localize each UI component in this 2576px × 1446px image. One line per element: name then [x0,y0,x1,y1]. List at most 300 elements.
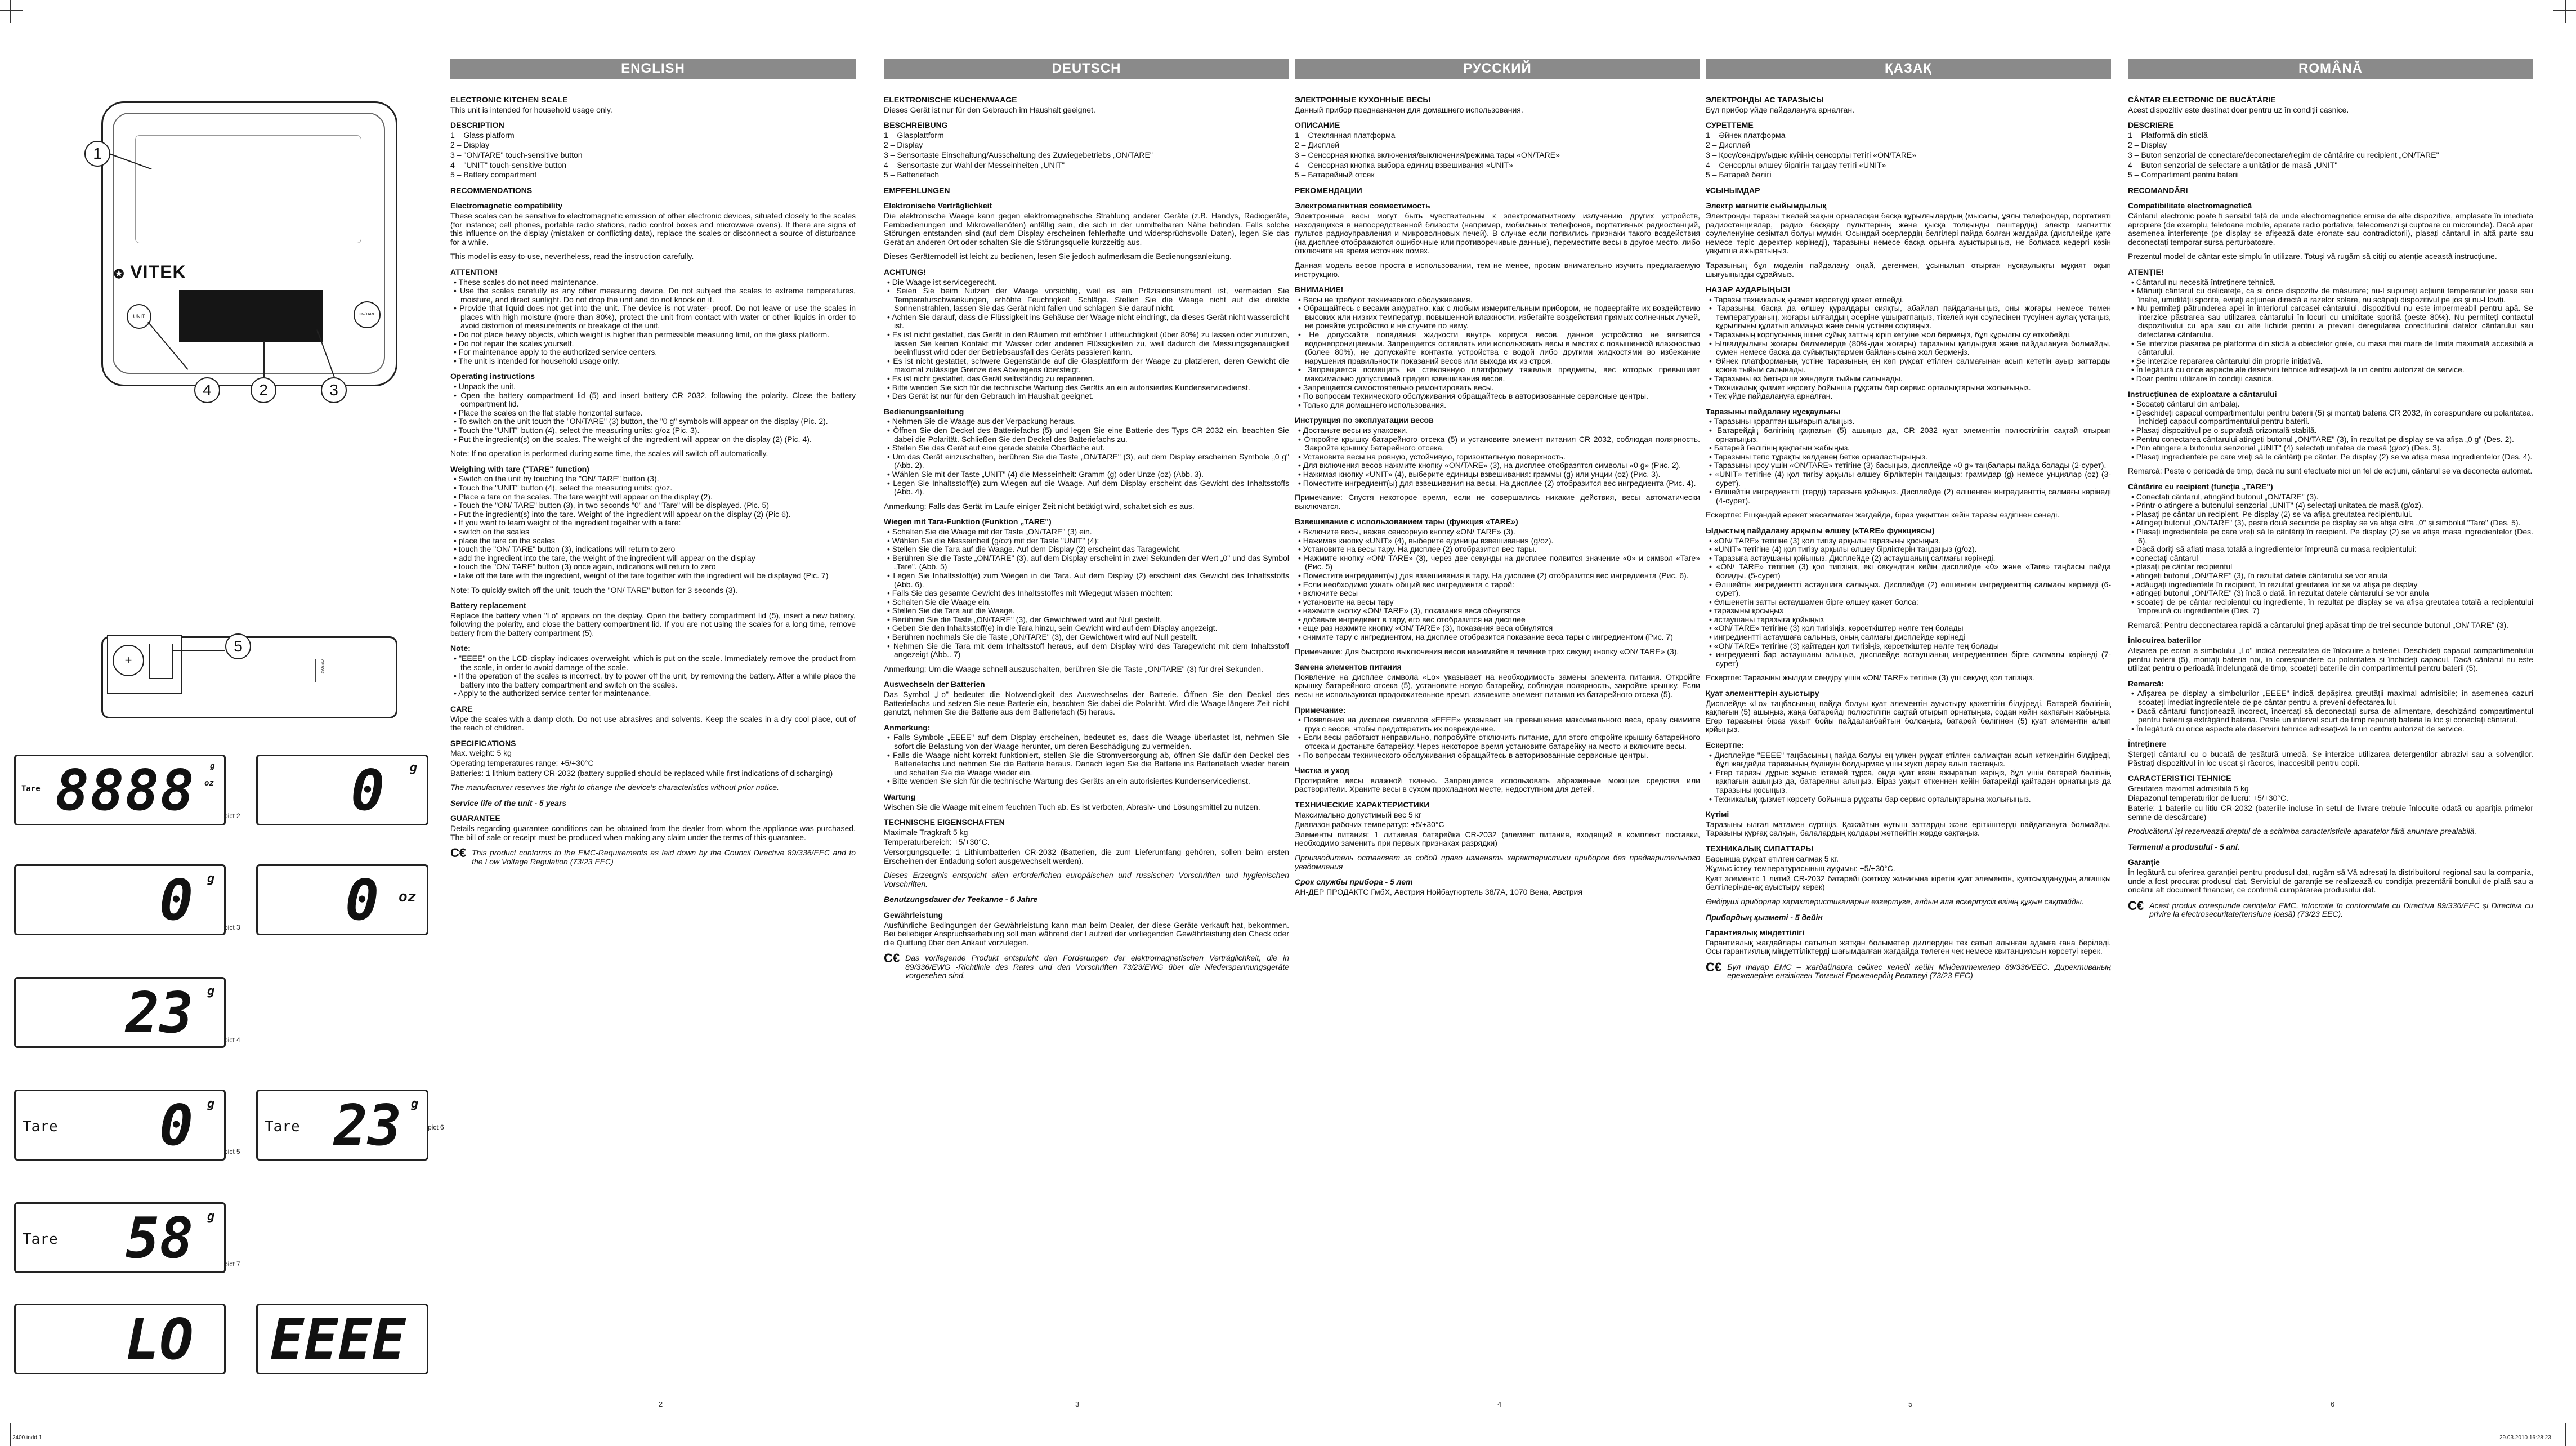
intro-text: Данный прибор предназначен для домашнего использования. [1295,105,1523,114]
list-item: • Өлшейтін ингредиентті (терді) таразыға қойыңыз. Дисплейде (2) өлшенген ингредиенттің салмағы көрінеді (4-сурет). [1709,487,2111,505]
list-item: • Mânuiți cântarul cu delicatețe, ca si orice dispozitiv de măsurare; nu-l supuneți acțiunii temperaturilor joase sau înalte, umidității sporite, evitați acțiunea directă a razelor solare, nu scăpați dispozitivul pe jos și nu-l loviți. [2131,286,2533,304]
list-item: • Таразыны өз бетіңізше жөндеуге тыйым салынады. [1709,374,1903,383]
lcd-unit: g [207,1210,215,1224]
intro-text: Dieses Gerät ist nur für den Gebrauch im Haushalt geeignet. [884,105,1095,114]
section-heading: Bedienungsanleitung [884,407,964,416]
list-item: • «ON/ TARE» тетігіне (3) қол тигізу арқылы таразыны қосыңыз. [1709,535,1940,545]
list-item: 3 – Buton senzorial de conectare/deconectare/regim de cântărire cu recipient „ON/TARE" [2128,150,2439,159]
lcd-display [256,1304,428,1374]
lcd-display [14,1090,226,1161]
list-item: • Se interzice plasarea pe platforma din sticlă a obiectelor grele, cu masa mai mare de limita maximală accesibilă a cântarului. [2131,338,2533,357]
list-item: • Öffnen Sie den Deckel des Batteriefachs (5) und legen Sie eine Batterie des Typs CR 2032 ein, beachten Sie dabei die Polarität. Schließen Sie den Deckel des Batteriefachs zu. [887,426,1289,444]
list-item: • Scoateți cântarul din ambalaj. [2131,399,2240,409]
section-subheading: Electromagnetic compatibility [450,201,563,211]
ce-text: Das vorliegende Produkt entspricht den Forderungen der elektromagnetischen Verträglichkeit, die in 89/336/EWG -Richtlinie des Rates und den Vorschriften 73/23/EWG über die Niederspannungsgeräte vorgesehen sind. [905,953,1289,980]
list-item: • Touch the "UNIT" button (4), select the measuring units: g/oz (Pic. 3). [454,426,700,435]
list-item: • Plasați dispozitivul pe o suprafață orizontală stabilă. [2131,426,2317,435]
section-heading: CARACTERISTICI TEHNICE [2128,774,2231,783]
lcd-tare-label: Tare [265,1118,300,1135]
list-item: • Se interzice repararea cântarului din proprie inițiativă. [2131,356,2323,365]
section-heading: Gewährleistung [884,910,943,920]
lcd-display [256,755,428,825]
list-item: • Touch the "ON/ TARE" button (3), in two seconds "0" and "Tare" will be displayed. (Pic. 5) [454,501,769,510]
ce-text: This product conforms to the EMC-Requirements as laid down by the Council Directive 89/336/EEC and to the Low Voltage Regulation (73/23 EEC) [472,848,856,866]
list-item: • включите весы [1298,588,1358,598]
list-item: • Plasați pe cântar un recipient. Pe display (2) se va afișa greutatea recipientului. [2131,509,2413,519]
list-item: • Появление на дисплее символов «EEEE» указывает на превышение максимального веса, сразу снимите груз с весов, чтобы предотвратить их повреждение. [1298,715,1700,733]
section-heading: ACHTUNG! [884,267,926,276]
list-item: • Berühren Sie die Taste „ON/TARE" (3), auf dem Display erscheint in zwei Sekunden der Wert „0" und das Symbol „Tare". (Abb. 5) [887,553,1289,572]
pic-label: pict 4 [224,1036,240,1044]
paragraph: Дисплейде «Lo» таңбасының пайда болуы қуат элементін ауыстыру қажеттігін білдіреді. Батарей бөлігінің қақпағын (5) ашыңыз, жаңа батарейді полюстілігін сақтай отырып орнатыңыз, содан кейін қақпағын жабыңыз. Егер таразыны біраз уақыт бойы пайдаланбайтын болсаңыз, батарей бөлігінен (5) қуат элементін алып қойыңыз. [1706,698,2111,734]
list-item: • atingeți butonul „ON/TARE" (3), în rezultat datele cântarului se vor anula [2131,570,2388,580]
note: Note: If no operation is performed during some time, the scales will switch off automatically. [450,449,768,458]
note: Anmerkung: Falls das Gerät im Laufe einiger Zeit nicht betätigt wird, schaltet sich es aus. [884,501,1195,511]
list-item: • add the ingredient into the tare, the weight of the ingredient will appear on the display [454,553,755,563]
paragraph: Wischen Sie die Waage mit einem feuchten Tuch ab. Es ist verboten, Abrasiv- und Lösungsmittel zu nutzen. [884,802,1260,811]
paragraph: Таразыны ылғал матамен сүртіңіз. Қажайтын жуғыш заттарды және еріткіштерді пайдалануға болмайды. Таразыны құрғақ салқын, балалардың қолдары жетпейтін жерде сақтаңыз. [1706,819,2111,838]
list-item: • ингредиенті бар астаушаны алыңыз, дисплейде астаушаның ингредиентпен бірге салмағы көрінеді (7-сурет) [1709,650,2111,668]
ce-statement [1706,959,2111,981]
list-item: 1 – Glass platform [450,130,515,140]
unit-button[interactable]: UNIT [127,304,151,329]
list-item: 4 – Sensortaste zur Wahl der Messeinheiten „UNIT" [884,160,1065,169]
lcd-unit: oz [399,889,417,905]
language-header: DEUTSCH [884,59,1289,79]
list-item: • Таразыны қораптан шығарып алыңыз. [1709,417,1855,426]
column-kazakh [1706,59,2111,1393]
section-heading: ВНИМАНИЕ! [1295,285,1344,294]
section-heading: Қуат элементтерін ауыстыру [1706,689,1819,698]
section-subheading: Электр магнитік сыйымдылық [1706,201,1827,211]
list-item: • таразыны қосыңыз [1709,606,1783,615]
note: Ескертпе: Таразыны жылдам сөндіру үшін «ON/ TARE» тетігіне (3) үш секунд қол тигізіңіз. [1706,673,2034,682]
list-item: • Bitte wenden Sie sich für die technische Wartung des Geräts an ein autorisiertes Kundenservicedienst. [887,382,1250,392]
list-item: • Touch the "UNIT" button (4), select the measuring units: g/oz. [454,483,673,492]
intro-text: Acest dispozitiv este destinat doar pentru uz în condiții casnice. [2128,105,2349,114]
paragraph-italic: Dieses Erzeugnis entspricht allen erforderlichen europäischen und russischen Vorschriften und hygienischen Vorschriften. [884,871,1289,889]
paragraph: АН-ДЕР ПРОДАКТС ГмбХ, Австрия Нойбаугюртель 38/7А, 1070 Вена, Австрия [1295,887,1582,896]
lcd-display [14,1304,226,1374]
list-item: • снимите тару с ингредиентом, на дисплее отобразится показание веса тары с ингредиентом (Рис. 7) [1298,632,1673,642]
list-item: • Өлшенетін затты астаушамен бірге өлшеу қажет болса: [1709,597,1918,606]
list-item: Максимально допустимый вес 5 кг [1295,810,1421,819]
list-item: • Dacă cântarul funcționează incorect, încercați să deconectați sursa de alimentare, deschizând compartimentul pentru baterii și extrăgând bateria. Peste un interval scurt de timp repuneți bateria la loc și conectați cântarul. [2131,706,2533,725]
section-subheading: Compatibilitate electromagnetică [2128,201,2252,211]
list-item: Versorgungsquelle: 1 Lithiumbatterien CR-2032 (Batterien, die zum Lieferumfang gehören, sollen beim ersten Erscheinen der Entladung sofort ausgewechselt werden). [884,847,1289,865]
list-item: • place the tare on the scales [454,535,556,545]
list-item: 1 – Әйнек платформа [1706,130,1786,140]
intro-text: Бұл прибор үйде пайдалануға арналған. [1706,105,1854,114]
service-life: Benutzungsdauer der Teekanne - 5 Jahre [884,895,1038,904]
list-item: • Deschideți capacul compartimentului pentru baterii (5) și montați bateria CR 2032, în corespundere cu polaritatea. Închideți capacul compartimentului pentru baterii. [2131,408,2533,426]
list-item: 4 – Сенсорлы өлшеу бірлігін таңдау тетігі «UNIT» [1706,160,1886,169]
list-item: 5 – Batteriefach [884,170,940,180]
list-item: • Нажимая кнопку «UNIT» (4), выберите единицы взвешивания: граммы (g) или унции (oz) (Рис. 3). [1298,469,1661,479]
list-item: • Запрещается помещать на стеклянную платформу тяжелые предметы, вес которых превышает максимально допустимый предел взвешивания весов. [1298,365,1700,383]
list-item: 2 – Дисплей [1295,140,1340,150]
section-heading: Гарантиялық міндеттілігі [1706,928,1805,938]
lcd-digits: 58 [126,1205,194,1271]
list-item: • Falls Symbole „EEEE" auf dem Display erscheinen, bedeutet es, dass die Waage überlastet ist, nehmen Sie sofort die Belastung von der Waage herunter, um deren Beschädigung zu vermeiden. [887,733,1289,751]
section-heading: Cântărire cu recipient (funcția „TARE") [2128,481,2273,491]
list-item: Элементы питания: 1 литиевая батарейка CR-2032 (элемент питания, входящий в комплект поставки, необходимо заменить при первых признаках разрядки) [1295,829,1700,848]
note: Note: To quickly switch off the unit, touch the "ON/ TARE" button for 3 seconds (3). [450,585,738,595]
list-item: • Егер таразы дұрыс жұмыс істемей тұрса, онда қуат көзін ажыратып көріңіз, бұл үшін батарей бөлігінің қақпағын ашыңыз да, батареяны алыңыз. Біраз уақыт өткеннен кейін батарейді қайтадан орнатыңыз да таразыны қосыңыз. [1709,767,2111,795]
lcd-tare-label: Tare [23,1231,58,1248]
doc-title: ЭЛЕКТРОНДЫ АС ТАРАЗЫСЫ [1706,95,1824,104]
list-item: 2 – Display [2128,140,2167,150]
pic-label: pict 7 [224,1260,240,1268]
section-heading: НАЗАР АУДАРЫҢЫЗ! [1706,285,1791,294]
lcd-digits: 8888 [55,757,195,823]
section-heading: РЕКОМЕНДАЦИИ [1295,185,1362,195]
paragraph: În legătură cu oferirea garanției pentru produsul dat, rugăm să Vă adresați la distribuitorul regional sau la compania, unde a fost procurat produsul dat. Serviciul de garanție se realizează cu condiția prezentării bonului de plată sau a oricărui alt document financiar, ce confirmă cumpărarea produsului dat. [2128,867,2533,895]
list-item: • Atingeți butonul „ON/TARE" (3), peste două secunde pe display se va afișa cifra „0" și simbolul "Tare" (Des. 5). [2131,518,2521,528]
callout-2: 2 [251,377,276,403]
list-item: • Нажмите кнопку «ON/ TARE» (3), через две секунды на дисплее появится значение «0» и символ «Tare» (Рис. 5) [1298,553,1700,572]
section-heading: Remarcă: [2128,679,2164,688]
list-item: • touch the "ON/ TARE" button (3), indications will return to zero [454,545,676,554]
list-item: • Schalten Sie die Waage mit der Taste „ON/TARE" (3) ein. [887,526,1092,536]
section-heading: Чистка и уход [1295,766,1349,775]
list-item: • Do not repair the scales yourself. [454,338,574,348]
paragraph: Данная модель весов проста в использовании, тем не менее, просим внимательно изучить предлагаемую инструкцию. [1295,260,1700,279]
list-item: • În legătură cu orice aspecte ale deservirii tehnice adresați-vă la un centru autorizat de service. [2131,365,2465,374]
section-heading: ATTENTION! [450,267,498,276]
paragraph-italic: Производитель оставляет за собой право изменять характеристики приборов без предварительного уведомления [1295,853,1700,871]
list-item: 1 – Стеклянная платформа [1295,130,1396,140]
list-item: • Для включения весов нажмите кнопку «ON/TARE» (3), на дисплее отобразятся символы «0 g» (Рис. 2). [1298,461,1681,470]
list-item: • Батарей бөлігінің қақпағын жабыңыз. [1709,443,1850,453]
list-item: • Таразыны тегіс тұрақты көлденең бетке орналастырыңыз. [1709,452,1927,461]
file-label: 2400.indd 1 [12,1435,42,1441]
list-item: • Es ist nicht gestattet, das Gerät in den Räumen mit erhöhter Luftfeuchtigkeit (über 80%) zu lassen oder zunutzen, lassen Sie keinen Kontakt mit Wasser oder anderen Flüssigkeiten zu, weil dadurch die Messungsgenauigkeit beeinflusst wird oder der Betriebsausfall des Geräts passieren kann. [887,330,1289,357]
list-item: • Use the scales carefully as any other measuring device. Do not subject the scales to extreme temperatures, moisture, and direct sunlight. Do not drop the unit and do not knock on it. [454,286,856,304]
section-heading: Wiegen mit Tara-Funktion (Funktion „TARE") [884,517,1052,526]
section-heading: DESCRIERE [2128,120,2174,130]
battery-label: CR2032 [315,659,324,682]
list-item: • conectați cântarul [2131,553,2198,563]
language-header: ENGLISH [450,59,856,79]
list-item: Диапазон рабочих температур: +5/+30°C [1295,820,1444,829]
list-item: • Dacă doriți să aflați masa totală a ingredientelor împreună cu masa recipientului: [2131,545,2417,554]
list-item: • Stellen Sie die Tara auf die Waage. Auf dem Display (2) erscheint das Taragewicht. [887,545,1182,554]
section-heading: Таразыны пайдалану нұсқаулығы [1706,407,1841,416]
list-item: • Conectați cântarul, atingând butonul „ON/TARE" (3). [2131,492,2319,501]
ce-text: Бұл тауар EMC – жағдайларға сәйкес келеді кейін Міндеттемелер 89/336/EEC. Директиваның ережелеріне енгізілген Төменгі Ережелердің Реттеуі (73/23 EEC) [1727,962,2111,980]
paragraph: Гарантиялық жағдайлары сатылып жатқан болыметер диллерден тек сатып алынған адамға ғана беріледі. Осы гарантиялық міндеттіліктерді шағымдалған жағдайда төлеген чек немесе квитанциясын көрсетуі керек. [1706,938,2111,956]
paragraph: Details regarding guarantee conditions can be obtained from the dealer from whom the appliance was purchased. The bill of sale or receipt must be produced when making any claim under the terms of this guarantee. [450,823,856,842]
doc-title: ELECTRONIC KITCHEN SCALE [450,95,568,104]
section-heading: Note: [450,644,471,653]
list-item: • Тек үйде пайдалануға арналған. [1709,391,1833,401]
paragraph: Cântarul electronic poate fi sensibil față de unde electromagnetice emise de alte dispozitive, amplasate în imediata apropiere (de exemplu, telefoane mobile, aparate radio portative, telecomenzi și cuptoare cu microunde). Dacă apar asemenea interferențe (pe display se afișează date eronate sau contradictorii), plasați cântarul în altă parte sau deconectați temporar sursa perturbatoare. [2128,211,2533,247]
section-heading: Weighing with tare ("TARE" function) [450,464,589,474]
lcd-tare-label: Tare [21,784,41,793]
list-item: • Place a tare on the scales. The tare weight will appear on the display (2). [454,492,713,501]
list-item: Жұмыс істеу температурасының ауқымы: +5/+30°C. [1706,864,1895,873]
list-item: • Ылғалдылығы жоғары бөлмелерде (80%-дан жоғары) таразыны қалдыруға және пайдалануға болмайды, сумен немесе басқа да сұйықтықтармен байланысына жол бермеңіз. [1709,338,2111,357]
list-item: Қуат элементі: 1 литий CR-2032 батарейі (жеткізу жинағына кіретін қуат элементін, қуатсызданудың алғашқы белгілерінде-ақ ауыстыру керек) [1706,873,2111,892]
pic-label: pict 6 [428,1123,444,1131]
section-heading: ҰСЫНЫМДАР [1706,185,1760,195]
list-item: Барынша рұқсат етілген салмақ 5 кг. [1706,854,1839,863]
list-item: • Только для домашнего использования. [1298,400,1447,409]
section-heading: EMPFEHLUNGEN [884,185,950,195]
list-item: • Нажимая кнопку «UNIT» (4), выберите единицы взвешивания (g/oz). [1298,535,1554,545]
list-item: • Cântarul nu necesită întreținere tehnică. [2131,277,2277,287]
column-english [450,59,856,1393]
lcd-unit: g [411,1097,419,1111]
list-item: • If the operation of the scales is incorrect, try to power off the unit, by removing the battery. After a while place the battery into the battery compartment and switch on the scales. [454,671,856,689]
service-life: Срок службы прибора - 5 лет [1295,877,1413,887]
list-item: • Таразыны қосу үшін «ON/TARE» тетігіне (3) басыңыз, дисплейде «0 g» таңбалары пайда болады (2-сурет). [1709,461,2107,470]
list-item: • Установите весы на ровную, устойчивую, горизонтальную поверхность. [1298,452,1566,461]
battery-icon: + [113,645,144,676]
section-heading: Auswechseln der Batterien [884,680,985,689]
doc-title: CÂNTAR ELECTRONIC DE BUCĂTĂRIE [2128,95,2276,104]
paragraph: Prezentul model de cântar este simplu în utilizare. Totuși vă rugăm să citiți cu atenție aceastâ instrucțiune. [2128,252,2497,261]
list-item: • Таразының корпусының ішіне сұйық заттың кіріп кетуіне жол бермеңіз, бұл құрылғы су өткізбейді. [1709,330,2072,340]
list-item: • Doar pentru utilizare în condiții casnice. [2131,374,2274,383]
list-item: • adăugați ingredientele în recipient, în rezultat greutatea lor se va afișa pe display [2131,579,2418,589]
lcd-display [14,864,226,935]
ce-statement [884,951,1289,981]
section-heading: Garanție [2128,858,2160,867]
section-heading: Күтімі [1706,810,1729,819]
list-item: Batteries: 1 lithium battery CR-2032 (battery supplied should be replaced while first indications of discharging) [450,768,833,778]
list-item: 4 – "UNIT" touch-sensitive button [450,160,567,169]
lcd-unit: g [207,872,215,886]
section-heading: DESCRIPTION [450,120,504,130]
lcd-unit-alt: oz [204,779,214,788]
section-heading: ТЕХНИЧЕСКИЕ ХАРАКТЕРИСТИКИ [1295,800,1430,809]
list-item: • Установите на весы тару. На дисплее (2) отобразится вес тары. [1298,545,1537,554]
ce-statement [450,846,856,867]
list-item: • Таразы техникалық қызмет көрсетуді қажет етпейді. [1709,294,1904,304]
language-header: ҚАЗАҚ [1706,59,2111,79]
section-heading: Battery replacement [450,601,526,610]
column-romanian [2128,59,2533,1393]
tare-button[interactable]: ON/TARE [354,301,381,328]
ce-text: Acest produs corespunde cerințelor EMC, întocmite în conformitate cu Directiva 89/336/EEC și Directiva cu privire la electrosecuritate(tensiune joasă) (73/23 EEC). [2149,900,2533,919]
list-item: • "EEEE" on the LCD-display indicates overweight, which is put on the scale. Immediately remove the product from the scale, in order to avoid damage of the scale. [454,654,856,672]
list-item: • Дисплейде "EEEE" таңбасының пайда болуы ең үлкен рұқсат етілген салмақтан асып кеткендігін білдіреді, бұл жағдайда таразының бүлінуін болдырмас үшін жүкті дереу алып тастаңыз. [1709,750,2111,769]
list-item: • Не допускайте попадания жидкости внутрь корпуса весов, данное устройство не является водонепроницаемым. Запрещается оставлять или использовать весы в местах с повышенной влажностью (более 80%), не допускайте контакта устройства с водой либо другими жидкостями во избежание нарушения правильности показаний весов или выхода их из строя. [1298,330,1700,365]
list-item: 3 – Сенсорная кнопка включения/выключения/режима тары «ON/TARE» [1295,150,1560,159]
list-item: • Falls die Waage nicht korrekt funktioniert, stellen Sie die Stromversorgung ab, öffnen Sie dafür den Deckel des Batteriefachs und nehmen Sie die Batterie heraus. Danach legen Sie die Batterie ins Batteriefach wieder herein und schalten Sie die Waage wieder ein. [887,750,1289,777]
service-life: Termenul a produsului - 5 ani. [2128,842,2240,851]
logo-icon: ✪ [114,267,125,281]
lcd-display [14,1202,226,1273]
lcd-digits: 0 [159,867,194,933]
lcd-digits: 23 [334,1092,402,1158]
paragraph: Das Symbol „Lo" bedeutet die Notwendigkeit des Auswechselns der Batterie. Öffnen Sie den Deckel des Batteriefachs und setzen Sie neue Batterie ein, beachten Sie dabei die Polarität. Wird die Waage längere Zeit nicht genutzt, nehmen Sie die Batterie aus dem Batteriefach (5) heraus. [884,690,1289,717]
paragraph: Ștergeți cântarul cu o bucată de țesătură umedă. Se interzice utilizarea detergenților abrazivi sau a solvenților. Păstrați dispozitivul în loc uscat și răcoros, inaccesibil pentru copii. [2128,749,2533,767]
list-item: • Plasați ingredientele pe care vreți să le cântăriți pe cântar. Pe display (2) se va afișa masa ingredientelor (Des. 4). [2131,452,2533,461]
section-heading: Înlocuirea bateriilor [2128,636,2201,645]
section-heading: RECOMMENDATIONS [450,185,533,195]
lcd-unit: g [207,1097,215,1111]
section-heading: Wartung [884,792,916,801]
list-item: • Das Gerät ist nur für den Gebrauch im Haushalt geeignet. [887,391,1094,401]
list-item: 4 – Сенсорная кнопка выбора единиц взвешивания «UNIT» [1295,160,1513,169]
list-item: 3 – Қосу/сөндіру/ыдыс күйінің сенсорлы тетігі «ON/TARE» [1706,150,1917,159]
list-item: • Switch on the unit by touching the "ON/ TARE" button (3). [454,474,659,484]
battery-lid [149,644,173,679]
list-item: • установите на весы тару [1298,597,1394,606]
page-number: 4 [1497,1400,1502,1408]
list-item: • Schalten Sie die Waage ein. [887,597,991,606]
list-item: Max. weight: 5 kg [450,748,512,758]
paragraph: These scales can be sensitive to electromagnetic emission of other electronic devices, situated closely to the scales (for instance; cell phones, portable radio stations, radio control boxes and microwave ovens). If there are signs of this influence on the display (mistaken or conflicting data), replace the scales or disconnect a source of disturbance for a while. [450,211,856,247]
list-item: • Stellen Sie die Tara auf die Waage. [887,606,1015,615]
lcd-unit: g [207,984,215,998]
note: Remarcă: Peste o perioadă de timp, dacă nu sunt efectuate nici un fel de acțiuni, cântarul se va deconecta automat. [2128,466,2533,476]
section-heading: СУРЕТТЕМЕ [1706,120,1754,130]
list-item: • Die Waage ist servicegerecht. [887,277,997,287]
crop-mark [2565,1423,2566,1446]
callout-1: 1 [84,141,110,167]
pic-label: pict 3 [224,923,240,931]
lcd-digits: 0 [345,867,379,933]
lcd-display [256,1090,428,1161]
list-item: • Nehmen Sie die Waage aus der Verpackung heraus. [887,417,1076,426]
list-item: • For maintenance apply to the authorized service centers. [454,347,658,357]
list-item: • Prin atingere a butonului senzorial „UNIT" (4) selectați unitatea de masă (g/oz) (Des. 3). [2131,443,2442,453]
section-heading: CARE [450,704,473,714]
paragraph: Протирайте весы влажной тканью. Запрещается использовать абразивные моющие средства или растворители. Храните весы в сухом прохладном месте, недоступном для детей. [1295,775,1700,794]
doc-title: ЭЛЕКТРОННЫЕ КУХОННЫЕ ВЕСЫ [1295,95,1431,104]
note: Примечание: Для быстрого выключения весов нажимайте в течение трех секунд кнопку «ON/ TARE» (3). [1295,646,1679,656]
page-number: 2 [659,1400,663,1408]
pic-label: pict 2 [224,812,240,820]
callout-5: 5 [225,633,251,659]
callout-4: 4 [194,377,220,403]
list-item: 1 – Platformă din sticlă [2128,130,2208,140]
list-item: • Nu permiteți pătrunderea apei în interiorul carcasei cântarului, dispozitivul nu este impermeabil pentru apă. Se interzice păstrarea sau utilizarea cântarului în locuri cu umiditate sporită (peste 80%). Nu permiteți contactul dispozitivului cu apa sau cu alte lichide pentru a preveni deregularea corectitudinii datelor cântarului sau defectarea cântarului. [2131,304,2533,340]
list-item: • Achten Sie darauf, dass die Flüssigkeit ins Gehäuse der Waage nicht eindringt, da dieses Gerät nicht wasserdicht ist. [887,312,1289,331]
paragraph: Электронды таразы тікелей жақын орналасқан басқа құрылғылардың (мысалы, ұялы телефондар, портативті радиостанциялар, радио басқару пульттерінің және қысқа толқынды пештердің) электр магниттік сәулеленуіне сезімтал болуы мүмкін. Осындай әсерлердің белгілері пайда болған жағдайда (дисплейде қате немесе теріс деректер көрінеді), таразыны немесе басқа орынға ауыстырыңыз, не болмаса кедергі көзін уақытша ажыратыңыз. [1706,211,2111,256]
section-heading: Ескертпе: [1706,740,1745,749]
list-item: • take off the tare with the ingredient, weight of the tare together with the ingredient will be displayed (Pic. 7) [454,570,829,580]
note: Ескертпе: Ешқандай әрекет жасалмаған жағдайда, біраз уақыттан кейін таразы өздігінен сөнеді. [1706,510,2060,520]
list-item: 3 – "ON/TARE" touch-sensitive button [450,150,583,159]
lcd-digits: 23 [126,980,194,1046]
list-item: • Berühren nochmals Sie die Taste „ON/TARE" (3), der Gewichtwert wird auf Null gestellt. [887,632,1198,642]
lcd-unit: g [410,761,418,775]
section-heading: Ыдыстың пайдалану арқылы өлшеу («TARE» функциясы) [1706,525,1935,535]
section-heading: TECHNISCHE EIGENSCHAFTEN [884,818,1005,827]
crop-mark [10,1423,11,1446]
list-item: • Legen Sie Inhaltsstoff(e) zum Wiegen auf die Waage. Auf dem Display erscheint das Gewicht des Inhaltsstoffs (Abb. 4). [887,478,1289,497]
lcd-unit: g [210,762,215,771]
list-item: 2 – Дисплей [1706,140,1751,150]
section-heading: GUARANTEE [450,814,500,823]
note: Anmerkung: Um die Waage schnell auszuschalten, berühren Sie die Taste „ON/TARE" (3) für drei Sekunden. [884,664,1263,673]
list-item: • Включите весы, нажав сенсорную кнопку «ON/ TARE» (3). [1298,526,1515,536]
section-heading: ATENȚIE! [2128,267,2164,276]
intro-text: This unit is intended for household usage only. [450,105,612,114]
crop-mark [2565,0,2566,23]
list-item: • «UNIT» тетігіне (4) қол тигізу арқылы өлшеу бірліктерін таңдаңыз: граммдар (g) немесе унциялар (oz) (3-сурет). [1709,469,2111,488]
list-item: • Unpack the unit. [454,382,516,391]
list-item: • The unit is intended for household usage only. [454,356,619,365]
lcd-display [256,864,428,935]
list-item: 5 – Батарейный отсек [1295,170,1375,180]
list-item: • Если необходимо узнать общий вес ингредиента с тарой: [1298,579,1514,589]
list-item: • Afișarea pe display a simbolurilor „EEEE" indică depășirea greutății maximal admisibile; în asemenea cazuri scoateți imediat ingredientele de pe cântar pentru a preveni defectarea lui. [2131,689,2533,707]
list-item: • Таразыны, басқа да өлшеу құралдары сияқты, абайлап пайдаланыңыз, оны жоғары немесе төмен температураның, жоғары ылғалдың әсеріне ұшыратпаңыз, тікелей күн сәулесінен түсуінен аулақ ұстаңыз, құрылғыны құлатып алмаңыз және оның үстінен соқпаңыз. [1709,304,2111,331]
callout-line [263,341,265,377]
list-item: • Nehmen Sie die Tara mit dem Inhaltsstoff heraus, auf dem Display wird das Taragewicht mit dem Inhaltsstoff angezeigt (Abb.. 7) [887,641,1289,659]
section-heading: Замена элементов питания [1295,662,1402,672]
list-item: • ингредиентті астаушаға салыңыз, оның салмағы дисплейде көрінеді [1709,632,1965,642]
paragraph: Replace the battery when "Lo" appears on the display. Open the battery compartment lid (5), insert a new battery, following the polarity, and close the battery compartment lid. If you are not using the scales for a long time, remove battery from the battery compartment (5). [450,610,856,637]
section-heading: Întreținere [2128,739,2167,749]
list-item: • Falls Sie das gesamte Gewicht des Inhaltsstoffes mit Wiegegut wissen möchten: [887,588,1173,598]
list-item: • «ON/ TARE» тетігіне (3) қол тигізіңіз, көрсеткіштер нөлге тең болады [1709,623,1964,633]
paragraph: This model is easy-to-use, nevertheless, read the instruction carefully. [450,252,694,261]
service-life: Service life of the unit - 5 years [450,798,567,807]
list-item: • Legen Sie Inhaltsstoff(e) zum Wiegen in die Tara. Auf dem Display (2) erscheint das Gewicht des Inhaltsstoffs (Abb. 6). [887,570,1289,589]
list-item: • Поместите ингредиент(ы) для взвешивания на весы. На дисплее (2) отобразится вес ингредиента (Рис. 4). [1298,478,1696,488]
ce-statement [2128,898,2533,920]
section-heading: RECOMANDĂRI [2128,185,2188,195]
list-item: 5 – Battery compartment [450,170,537,180]
list-item: • To switch on the unit touch the "ON/TARE" (3) button, the "0 g" symbols will appear on the display (Pic. 2). [454,417,828,426]
section-heading: ОПИСАНИЕ [1295,120,1340,130]
lcd-display [14,755,226,825]
list-item: • По вопросам технического обслуживания обращайтесь в авторизованные сервисные центры. [1298,391,1648,401]
callout-3: 3 [321,377,347,403]
callout-line [172,650,225,651]
list-item: • нажмите кнопку «ON/ TARE» (3), показания веса обнулятся [1298,606,1521,615]
lcd-digits: 0 [351,757,385,823]
paragraph: Wipe the scales with a damp cloth. Do not use abrasives and solvents. Keep the scales in a dry cool place, out of the reach of children. [450,714,856,733]
paragraph-italic: Өндіруші приборлар характеристикаларын өзгертуге, алдын ала ескертусіз өзінің құқын сақтайды. [1706,896,2084,906]
section-heading: ТЕХНИКАЛЫҚ СИПАТТАРЫ [1706,844,1814,853]
date-label: 29.03.2010 16:28:23 [2499,1435,2551,1441]
list-item: • Stellen Sie das Gerät auf eine gerade stabile Oberfläche auf. [887,443,1105,453]
list-item: • Put the ingredient(s) into the tare. Weight of the ingredient will appear on the display (2) (Pic 6). [454,509,791,519]
crop-mark [0,10,23,11]
paragraph: Dieses Gerätemodell ist leicht zu bedienen, lesen Sie jedoch aufmerksam die Bedienungsanleitung. [884,252,1232,261]
display-window [179,290,323,342]
column-deutsch [884,59,1289,1393]
paragraph: Таразының бұл моделін пайдалану оңай, дегенмен, ұсынылып отырған нұсқаулықты мұқият оқып шығуыңызды сұраймыз. [1706,260,2111,279]
list-item: • По вопросам технического обслуживания обращайтесь в авторизованные сервисные центры. [1298,750,1648,760]
list-item: • plasați pe cântar recipientul [2131,562,2233,572]
list-item: • În legătură cu orice aspecte ale deservirii tehnice adresați-vă la un centru autorizat de service. [2131,724,2465,733]
list-item: Operating temperatures range: +5/+30°C [450,758,594,767]
list-item: • Откройте крышку батарейного отсека (5) и установите элемент питания CR 2032, соблюдая полярность. Закройте крышку батарейного отсека. [1298,434,1700,453]
scale-top-area [135,135,361,243]
section-heading: Anmerkung: [884,722,931,732]
list-item: • Если весы работают неправильно, попробуйте отключить питание, для этого откройте крышку батарейного отсека и достаньте батарейку. Через некоторое время установите батарейку на место и включите весы. [1298,733,1700,751]
list-item: • Printr-o atingere a butonului senzorial „UNIT" (4) selectați unitatea de masă (g/oz). [2131,501,2423,510]
list-item: • Запрещается самостоятельно ремонтировать весы. [1298,382,1494,392]
crop-mark [10,0,11,23]
crop-mark [2553,10,2576,11]
note: Примечание: Спустя некоторое время, если не совершались никакие действия, весы автоматически выключатся. [1295,493,1700,511]
lcd-digits: EEEE [270,1306,406,1372]
paragraph: Afișarea pe ecran a simbolului „Lo" indică necesitatea de înlocuire a bateriei. Deschideți capacul compartimentului pentru baterii (5), montați bateria noi, în corespundere cu polaritatea și închideți capacul. Dacă cântarul nu este utilizat pentru o perioadă îndelungată de timp, scoateți bateriile din compartimentul pentru baterii (5). [2128,646,2533,673]
list-item: • Plasați ingredientele pe care vreți să le cântăriți în recipient. Pe display (2) se va afișa masa ingredientelor (Des. 6). [2131,526,2533,545]
list-item: • «UNIT» тетігіне (4) қол тигізу арқылы өлшеу бірліктерін таңдаңыз (g/oz). [1709,545,1977,554]
paragraph-italic: Producătorul își rezervează dreptul de a schimba caracteristicile aparatelor fără anuntare prealabilă. [2128,827,2477,836]
